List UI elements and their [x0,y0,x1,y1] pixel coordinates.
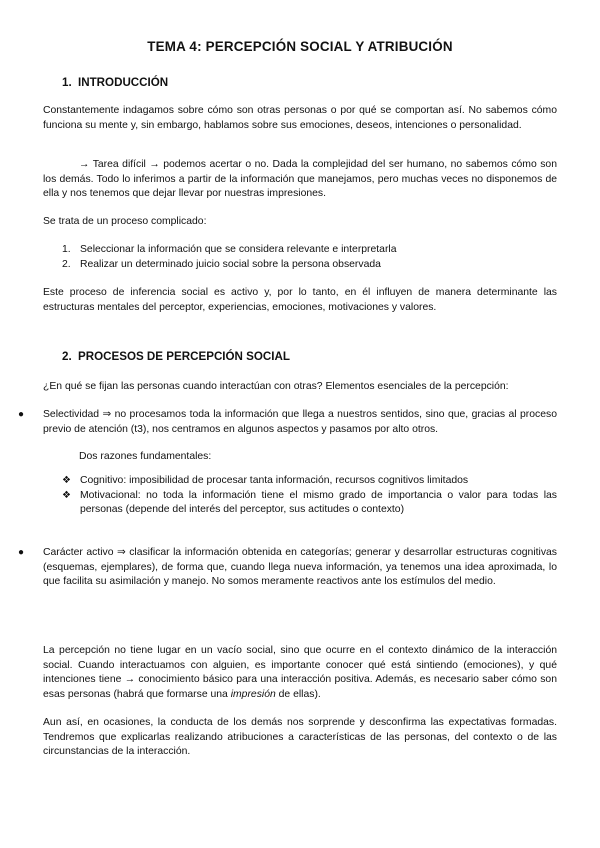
paragraph: Aun así, en ocasiones, la conducta de los demás nos sorprende y desconfirma las expectativas formadas. Tendremos que explicarlas realizando atribuciones a características de las personas, del contexto o de las circunstancias de la interacción. [43,717,557,758]
list-item [62,489,557,518]
emphasis-text: impresión [230,688,276,700]
paragraph: Dos razones fundamentales: [79,451,212,462]
paragraph: → Tarea difícil → podemos acertar o no. Dada la complejidad del ser humano, no sabemos cómo son los demás. Todo lo inferimos a partir de la información que manejamos, pero muchas veces no disponemos de ella y nos tenemos que dejar llevar por nuestras impresiones. [43,159,557,200]
section-number: 1. [62,76,72,89]
list-item [62,474,557,489]
list-number: 1. [62,244,71,255]
list-item-text: Realizar un determinado juicio social sobre la persona observada [80,258,381,270]
section-heading-introduccion [62,76,168,91]
paragraph [43,644,557,702]
bullet-text: Selectividad ⇒ no procesamos toda la información que llega a nuestros sentidos, sino que, gracias al proceso previo de atención (t3), nos centramos en algunos aspectos y pasamos por alto otros. [43,409,557,435]
paragraph: Se trata de un proceso complicado: [43,216,207,227]
section-heading-text: PROCESOS DE PERCEPCIÓN SOCIAL [78,350,290,363]
paragraph: ¿En qué se fijan las personas cuando interactúan con otras? Elementos esenciales de la percepción: [43,381,509,392]
list-item [62,243,557,258]
list-item [62,258,557,273]
diamond-bullet-icon: ❖ [62,475,71,486]
bullet-item-selectividad [18,408,557,437]
list-item-text: Cognitivo: imposibilidad de procesar tanta información, recursos cognitivos limitados [80,475,469,486]
paragraph-text: de ellas). [275,688,321,700]
paragraph: Constantemente indagamos sobre cómo son otras personas o por qué se comportan así. No sabemos cómo funciona su mente y, sin embargo, hablamos sobre sus emociones, deseos, intenciones o personalidad. [43,105,557,131]
section-heading-procesos [62,350,290,365]
section-heading-text: INTRODUCCIÓN [78,76,169,89]
list-item-text: Seleccionar la información que se considera relevante e interpretarla [80,244,397,255]
paragraph: Este proceso de inferencia social es activo y, por lo tanto, en él influyen de manera determinante las estructuras mentales del perceptor, experiencias, emociones, motivaciones y valores. [43,287,557,313]
page-title: TEMA 4: PERCEPCIÓN SOCIAL Y ATRIBUCIÓN [147,39,453,54]
diamond-bullet-icon: ❖ [62,489,71,501]
bullet-item-caracter-activo [18,546,557,590]
reasons-list [62,474,557,518]
bullet-icon: ● [18,547,25,558]
list-number: 2. [62,258,71,270]
paragraph-text: La percepción no tiene lugar en un vacío social, sino que ocurre en el contexto dinámico de la interacción social. Cuando interactuamos con alguien, es importante conocer qué está sintiendo (emociones), y qué intenciones tiene → conocimiento básico para una interacción positiva. Además, es necesario saber cómo son esas personas (habrá que formarse una [43,645,557,700]
bullet-text: Carácter activo ⇒ clasificar la información obtenida en categorías; generar y desarrollar estructuras cognitivas (esquemas, ejemplares), de forma que, cuando llega nueva información, ya tenemos una idea aproximada, lo que facilita su asimilación y manejo. No somos meramente reactivos ante los estímulos del medio. [43,547,557,588]
list-item-text: Motivacional: no toda la información tiene el mismo grado de importancia o valor para todas las personas (depende del interés del perceptor, sus actitudes o contexto) [80,489,557,516]
bullet-icon: ● [18,409,25,420]
section-number: 2. [62,350,72,363]
numbered-list [62,243,557,272]
